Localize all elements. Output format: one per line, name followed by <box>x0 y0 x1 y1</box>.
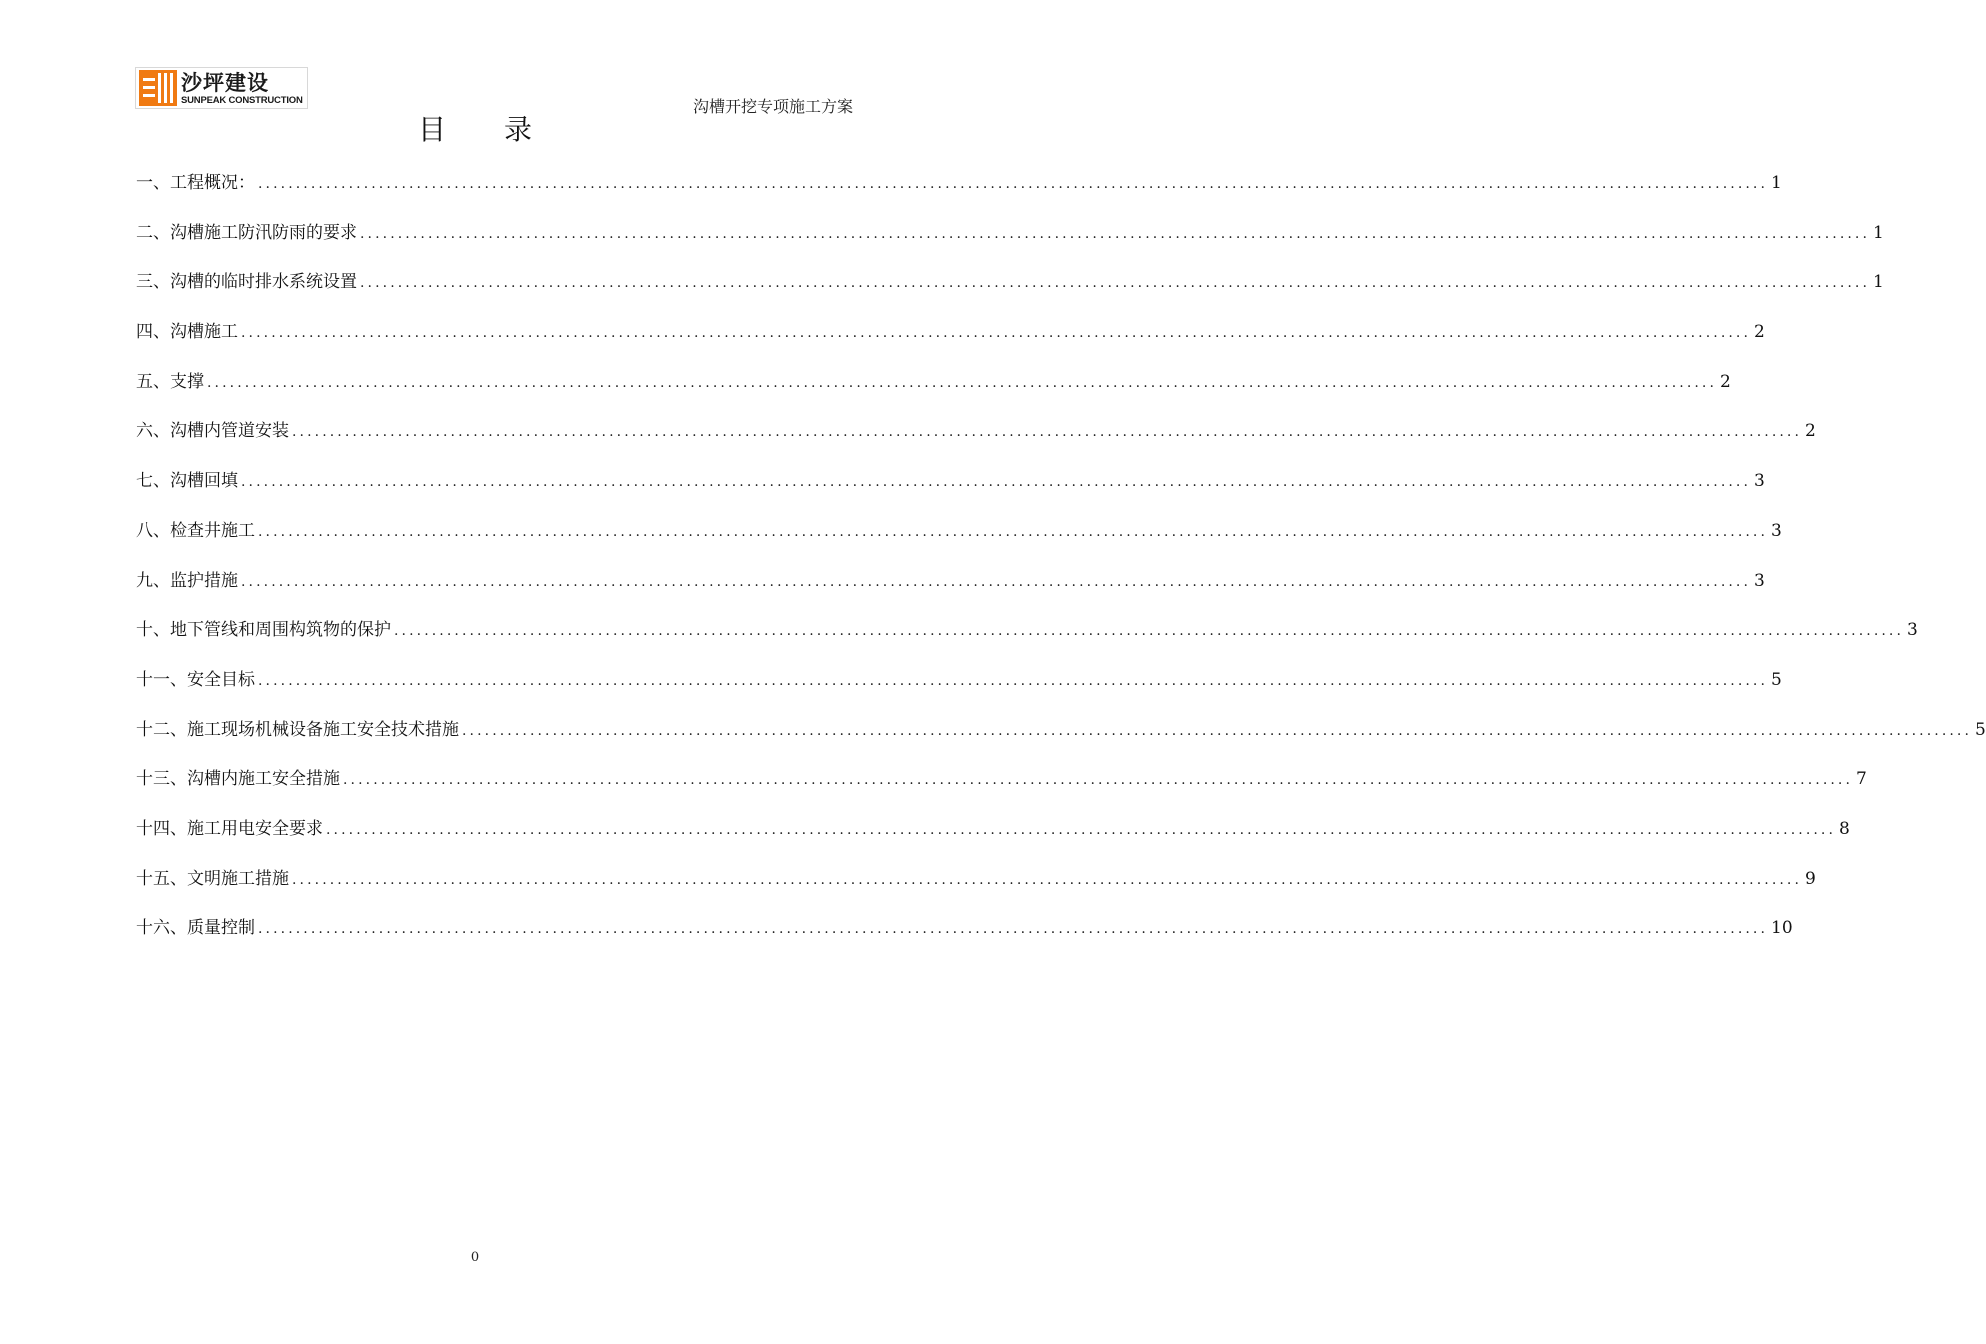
toc-entry[interactable] <box>136 665 1782 715</box>
toc-entry-label: 十三、沟槽内施工安全措施 <box>136 769 340 790</box>
toc-entry-label: 六、沟槽内管道安装 <box>136 421 289 442</box>
toc-heading <box>0 108 950 148</box>
toc-dot-leader: ........................................................................................................................................................................................................ <box>360 275 1871 292</box>
toc-dot-leader: ........................................................................................................................................................................................................ <box>258 921 1769 938</box>
toc-entry-label: 五、支撑 <box>136 371 204 392</box>
toc-dot-leader: ........................................................................................................................................................................................................ <box>360 225 1871 242</box>
toc-entry-page: 8 <box>1839 818 1850 839</box>
page-number: 0 <box>470 1250 480 1265</box>
toc-dot-leader: ........................................................................................................................................................................................................ <box>241 325 1752 342</box>
toc-entry[interactable] <box>136 516 1782 566</box>
toc-entry-page: 3 <box>1771 520 1782 541</box>
toc-entry-label: 八、检查井施工 <box>136 520 255 541</box>
toc-entry-label: 九、监护措施 <box>136 570 238 591</box>
toc-entry-page: 2 <box>1754 322 1765 343</box>
logo-text <box>181 71 303 106</box>
toc-entry-label: 十六、质量控制 <box>136 918 255 939</box>
toc-entry[interactable] <box>136 615 1918 665</box>
toc-entry[interactable] <box>136 715 1986 765</box>
toc-entry-page: 10 <box>1771 918 1793 939</box>
toc-entry-label: 二、沟槽施工防汛防雨的要求 <box>136 222 357 243</box>
toc-dot-leader: ........................................................................................................................................................................................................ <box>394 623 1905 640</box>
logo-chinese-name: 沙坪建设 <box>181 70 269 95</box>
logo-english-name: SUNPEAK CONSTRUCTION <box>181 94 303 106</box>
toc-dot-leader: ........................................................................................................................................................................................................ <box>207 374 1718 391</box>
toc-dot-leader: ........................................................................................................................................................................................................ <box>292 424 1803 441</box>
toc-entry[interactable] <box>136 168 1782 218</box>
toc-heading-left: 目 <box>417 113 446 146</box>
toc-entry-label: 七、沟槽回填 <box>136 471 238 492</box>
company-logo <box>135 67 308 109</box>
toc-entry-label: 十一、安全目标 <box>136 669 255 690</box>
toc-entry[interactable] <box>136 864 1816 914</box>
toc-dot-leader: ........................................................................................................................................................................................................ <box>258 523 1769 540</box>
toc-entry-label: 一、工程概况： <box>136 173 255 193</box>
toc-entry[interactable] <box>136 566 1765 616</box>
toc-entry[interactable] <box>136 267 1884 317</box>
toc-entry-label: 十、地下管线和周围构筑物的保护 <box>136 620 391 641</box>
toc-entry-page: 7 <box>1856 769 1867 790</box>
toc-entry-label: 四、沟槽施工 <box>136 322 238 343</box>
toc-entry-page: 3 <box>1754 471 1765 492</box>
toc-dot-leader: ........................................................................................................................................................................................................ <box>241 573 1752 590</box>
toc-entry[interactable] <box>136 367 1731 417</box>
toc-entry-page: 3 <box>1754 570 1765 591</box>
toc-entry[interactable] <box>136 466 1765 516</box>
toc-entry[interactable] <box>136 913 1793 963</box>
toc-entry-label: 十四、施工用电安全要求 <box>136 818 323 839</box>
document-header-title: 沟槽开挖专项施工方案 <box>692 97 853 116</box>
toc-entry-page: 1 <box>1873 272 1884 293</box>
toc-dot-leader: ........................................................................................................................................................................................................ <box>343 772 1854 789</box>
toc-entry-label: 三、沟槽的临时排水系统设置 <box>136 272 357 293</box>
toc-entry[interactable] <box>136 416 1816 466</box>
toc-heading-right: 录 <box>504 113 533 146</box>
toc-entry-page: 3 <box>1907 620 1918 641</box>
table-of-contents <box>136 168 1986 963</box>
toc-entry[interactable] <box>136 764 1867 814</box>
toc-dot-leader: ........................................................................................................................................................................................................ <box>292 871 1803 888</box>
toc-dot-leader: ........................................................................................................................................................................................................ <box>258 672 1769 689</box>
toc-entry-page: 1 <box>1873 222 1884 243</box>
toc-dot-leader: ........................................................................................................................................................................................................ <box>462 722 1973 739</box>
toc-entry[interactable] <box>136 317 1765 367</box>
toc-entry-page: 9 <box>1805 868 1816 889</box>
toc-entry-label: 十二、施工现场机械设备施工安全技术措施 <box>136 719 459 740</box>
toc-entry-page: 2 <box>1720 371 1731 392</box>
toc-entry-label: 十五、文明施工措施 <box>136 868 289 889</box>
toc-entry[interactable] <box>136 814 1850 864</box>
toc-entry-page: 1 <box>1771 173 1782 193</box>
toc-entry-page: 2 <box>1805 421 1816 442</box>
toc-entry-page: 5 <box>1771 669 1782 690</box>
toc-dot-leader: ........................................................................................................................................................................................................ <box>258 176 1769 192</box>
toc-entry[interactable] <box>136 218 1884 268</box>
logo-mark-icon <box>139 70 177 106</box>
toc-dot-leader: ........................................................................................................................................................................................................ <box>326 821 1837 838</box>
toc-dot-leader: ........................................................................................................................................................................................................ <box>241 474 1752 491</box>
toc-entry-page: 5 <box>1975 719 1986 740</box>
